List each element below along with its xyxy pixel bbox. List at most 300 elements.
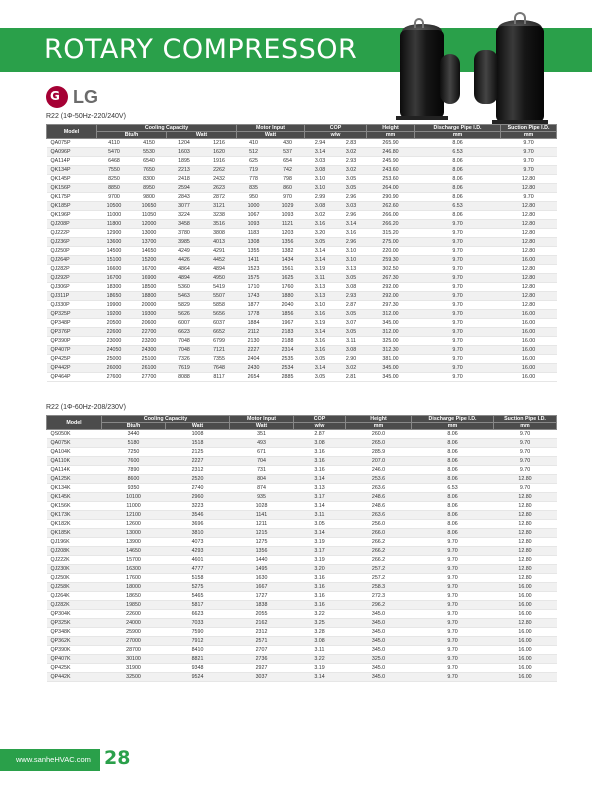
col-header-model: Model (47, 125, 97, 139)
table-cell: 4293 (166, 547, 230, 556)
table-cell: 266.2 (346, 556, 412, 565)
table-cell: 19900 (97, 301, 132, 310)
unit-header-btuh: Btu/h (102, 423, 166, 430)
table-cell: 9700 (97, 193, 132, 202)
table-cell: 3.08 (294, 637, 346, 646)
table-cell: 2.81 (336, 373, 367, 382)
table-cell: 4894 (167, 274, 202, 283)
table-cell: 11000 (97, 211, 132, 220)
table-row (47, 319, 557, 328)
table-row (47, 502, 557, 511)
table-row (47, 547, 557, 556)
table-cell: 263.6 (346, 484, 412, 493)
col-header-height: Height (367, 125, 415, 132)
table-cell: 3.08 (305, 166, 336, 175)
table-cell: 22700 (132, 328, 167, 337)
table-cell: 5829 (167, 301, 202, 310)
table-cell: 9.70 (415, 373, 501, 382)
table-cell: 7619 (167, 364, 202, 373)
table-cell: 7355 (202, 355, 237, 364)
table-cell: 5463 (167, 292, 202, 301)
table-cell: 9.70 (415, 346, 501, 355)
table-cell: 3.08 (294, 439, 346, 448)
table-cell: 3.19 (305, 319, 336, 328)
table-cell: 3.14 (305, 364, 336, 373)
table-cell: 1916 (202, 157, 237, 166)
model-cell: QP362K (47, 637, 102, 646)
table-cell: 2654 (237, 373, 271, 382)
table-cell: 3.05 (336, 184, 367, 193)
table-cell: 8.06 (412, 430, 494, 439)
table-cell: 4110 (97, 139, 132, 148)
table-cell: 8117 (202, 373, 237, 382)
table-cell: 12600 (102, 520, 166, 529)
table-cell: 9.70 (415, 310, 501, 319)
table-cell: 12.80 (501, 184, 557, 193)
table-cell: 1518 (166, 439, 230, 448)
table-cell: 12.80 (494, 556, 557, 565)
table-cell: 3780 (167, 229, 202, 238)
table-cell: 9800 (132, 193, 167, 202)
table-cell: 246.0 (346, 466, 412, 475)
table-cell: 2707 (230, 646, 294, 655)
table-cell: 3.05 (305, 373, 336, 382)
table-cell: 9.70 (415, 328, 501, 337)
table-cell: 13900 (102, 538, 166, 547)
table-cell: 7326 (167, 355, 202, 364)
table-cell: 2520 (166, 475, 230, 484)
table-cell: 312.30 (367, 346, 415, 355)
table-row (47, 448, 557, 457)
table-row (47, 529, 557, 538)
col-header-suction-pipe: Suction Pipe I.D. (501, 125, 557, 132)
table-cell: 7121 (202, 346, 237, 355)
table-cell: 12.80 (501, 220, 557, 229)
model-cell: QP390K (47, 646, 102, 655)
table-cell: 5275 (166, 583, 230, 592)
table-cell: 950 (237, 193, 271, 202)
table-cell: 2960 (166, 493, 230, 502)
model-cell: QK182K (47, 520, 102, 529)
table-row (47, 538, 557, 547)
table-cell: 10500 (97, 202, 132, 211)
table-cell: 27700 (132, 373, 167, 382)
model-cell: QJ222P (47, 229, 97, 238)
lg-logo (46, 86, 146, 108)
table-cell: 3.16 (336, 229, 367, 238)
table-cell: 3.02 (336, 148, 367, 157)
table-cell: 24300 (132, 346, 167, 355)
table-cell: 345.0 (346, 628, 412, 637)
table-cell: 12.80 (501, 229, 557, 238)
table-cell: 25000 (97, 355, 132, 364)
table-cell: 719 (237, 166, 271, 175)
table-row (47, 247, 557, 256)
table-cell: 3.16 (294, 601, 346, 610)
table-cell: 410 (237, 139, 271, 148)
table-row (47, 637, 557, 646)
page-title: ROTARY COMPRESSOR (44, 34, 358, 65)
table-cell: 14650 (102, 547, 166, 556)
table-cell: 2040 (271, 301, 305, 310)
table-cell: 9.70 (412, 592, 494, 601)
model-cell: QP390P (47, 337, 97, 346)
table-cell: 315.20 (367, 229, 415, 238)
table-cell: 1000 (237, 202, 271, 211)
table-cell: 671 (230, 448, 294, 457)
table-cell: 8821 (166, 655, 230, 664)
table-cell: 8.06 (412, 493, 494, 502)
model-cell: QA075P (47, 139, 97, 148)
col-header-discharge-pipe: Discharge Pipe I.D. (412, 416, 494, 423)
table-cell: 4249 (167, 247, 202, 256)
model-cell: QA075K (47, 439, 102, 448)
model-cell: QJ330P (47, 301, 97, 310)
table-cell: 16.00 (494, 628, 557, 637)
table-cell: 8.06 (412, 457, 494, 466)
table-cell: 243.60 (367, 166, 415, 175)
table-cell: 16.00 (494, 646, 557, 655)
table-cell: 264.00 (367, 184, 415, 193)
unit-header-mm: mm (415, 132, 501, 139)
table-cell: 1028 (230, 502, 294, 511)
table-cell: 3.05 (305, 238, 336, 247)
footer-url[interactable]: www.sanheHVAC.com (16, 755, 91, 764)
table-cell: 16300 (102, 565, 166, 574)
table-cell: 27000 (102, 637, 166, 646)
table-cell: 8.06 (415, 193, 501, 202)
table-cell: 9.70 (415, 301, 501, 310)
col-header-model: Model (47, 416, 102, 430)
table-cell: 8950 (132, 184, 167, 193)
table-cell: 12.80 (494, 538, 557, 547)
table-cell: 16900 (132, 274, 167, 283)
table-cell: 3.14 (305, 328, 336, 337)
table-cell: 8410 (166, 646, 230, 655)
model-cell: QP464P (47, 373, 97, 382)
table-cell: 1561 (271, 265, 305, 274)
table-cell: 3.05 (294, 520, 346, 529)
table-cell: 257.2 (346, 574, 412, 583)
table-cell: 4426 (167, 256, 202, 265)
col-header-suction-pipe: Suction Pipe I.D. (494, 416, 557, 423)
table-cell: 1355 (237, 247, 271, 256)
table-cell: 9.70 (494, 448, 557, 457)
table-cell: 1838 (230, 601, 294, 610)
table-cell: 31900 (102, 664, 166, 673)
model-cell: QJ258K (47, 583, 102, 592)
col-header-cooling-capacity: Cooling Capacity (97, 125, 237, 132)
model-cell: QP348K (47, 628, 102, 637)
table-cell: 9.70 (415, 256, 501, 265)
table-cell: 3.13 (336, 265, 367, 274)
table-cell: 2213 (167, 166, 202, 175)
table-cell: 2571 (230, 637, 294, 646)
table-cell: 12.80 (501, 238, 557, 247)
table-row (47, 148, 557, 157)
table-row (47, 346, 557, 355)
model-cell: QP325P (47, 310, 97, 319)
table-row (47, 301, 557, 310)
table-cell: 1067 (237, 211, 271, 220)
table-cell: 731 (230, 466, 294, 475)
table-cell: 8088 (167, 373, 202, 382)
model-cell: QK156P (47, 184, 97, 193)
table-cell: 3.11 (294, 646, 346, 655)
table-cell: 1215 (230, 529, 294, 538)
table-cell: 263.6 (346, 511, 412, 520)
table-cell: 8.06 (412, 502, 494, 511)
table-cell: 5158 (166, 574, 230, 583)
table-row (47, 457, 557, 466)
table-cell: 9.70 (494, 457, 557, 466)
table-cell: 8.06 (415, 184, 501, 193)
table-cell: 804 (230, 475, 294, 484)
model-cell: QK185P (47, 202, 97, 211)
table-cell: 302.50 (367, 265, 415, 274)
table-cell: 7912 (166, 637, 230, 646)
table-cell: 257.2 (346, 565, 412, 574)
table-cell: 12.80 (501, 202, 557, 211)
table-row (47, 202, 557, 211)
table-cell: 12.80 (494, 502, 557, 511)
table-cell: 12.80 (494, 619, 557, 628)
table-row (47, 574, 557, 583)
table-cell: 1523 (237, 265, 271, 274)
table-cell: 2055 (230, 610, 294, 619)
table-cell: 290.90 (367, 193, 415, 202)
table-cell: 297.30 (367, 301, 415, 310)
table-cell: 3.22 (294, 610, 346, 619)
table-cell: 1710 (237, 283, 271, 292)
table-cell: 23000 (97, 337, 132, 346)
table-cell: 3.25 (294, 619, 346, 628)
table-row (47, 157, 557, 166)
table-cell: 1967 (271, 319, 305, 328)
table-cell: 3.11 (336, 337, 367, 346)
table-cell: 2.96 (336, 211, 367, 220)
table-cell: 3.03 (336, 202, 367, 211)
table-cell: 1356 (230, 547, 294, 556)
table-cell: 5470 (97, 148, 132, 157)
table-cell: 1121 (271, 220, 305, 229)
table-cell: 345.00 (367, 319, 415, 328)
table-cell: 8.06 (412, 448, 494, 457)
table-row (47, 556, 557, 565)
table-cell: 12.80 (501, 292, 557, 301)
spec-table-50hz (46, 124, 557, 382)
table-row (47, 646, 557, 655)
model-cell: QP304K (47, 610, 102, 619)
table-cell: 3.20 (294, 565, 346, 574)
table-row (47, 439, 557, 448)
table-cell: 9.70 (415, 265, 501, 274)
table-cell: 3.10 (305, 184, 336, 193)
model-cell: QJ250K (47, 574, 102, 583)
table-cell: 19200 (97, 310, 132, 319)
table-cell: 3.05 (305, 355, 336, 364)
table-cell: 266.20 (367, 220, 415, 229)
table-cell: 9.70 (501, 148, 557, 157)
table-cell: 3.19 (294, 664, 346, 673)
table-row (47, 364, 557, 373)
table-cell: 1880 (271, 292, 305, 301)
table-cell: 20600 (132, 319, 167, 328)
table-cell: 3.14 (294, 673, 346, 682)
table-cell: 1308 (237, 238, 271, 247)
table-row (47, 328, 557, 337)
table-cell: 296.2 (346, 601, 412, 610)
table-cell: 16.00 (501, 319, 557, 328)
model-cell: QP425K (47, 664, 102, 673)
model-cell: QA114K (47, 466, 102, 475)
table-cell: 3.03 (305, 157, 336, 166)
table-cell: 32500 (102, 673, 166, 682)
table-cell: 4864 (167, 265, 202, 274)
lg-logo-text: LG (73, 87, 98, 107)
table-cell: 6468 (97, 157, 132, 166)
table-cell: 9.70 (415, 220, 501, 229)
table-cell: 9.70 (412, 646, 494, 655)
table-cell: 220.00 (367, 247, 415, 256)
table-cell: 2843 (167, 193, 202, 202)
table-cell: 13000 (132, 229, 167, 238)
table-cell: 7650 (132, 166, 167, 175)
table-cell: 2534 (271, 364, 305, 373)
table-cell: 12.80 (501, 301, 557, 310)
table-cell: 6652 (202, 328, 237, 337)
table-cell: 7250 (102, 448, 166, 457)
model-cell: QK185K (47, 529, 102, 538)
table-cell: 9.70 (494, 430, 557, 439)
table-cell: 3.28 (294, 628, 346, 637)
table-row (47, 274, 557, 283)
table-cell: 18650 (97, 292, 132, 301)
table-cell: 2404 (237, 355, 271, 364)
table-cell: 24050 (97, 346, 132, 355)
table-cell: 9.70 (412, 601, 494, 610)
table-row (47, 193, 557, 202)
table-cell: 2418 (167, 175, 202, 184)
table-cell: 4777 (166, 565, 230, 574)
table-cell: 1204 (167, 139, 202, 148)
model-cell: QP348P (47, 319, 97, 328)
table-cell: 9.70 (412, 583, 494, 592)
unit-header-mm: mm (346, 423, 412, 430)
table-cell: 2.83 (336, 139, 367, 148)
table-cell: 6007 (167, 319, 202, 328)
table-cell: 12900 (97, 229, 132, 238)
table-cell: 9348 (166, 664, 230, 673)
table-cell: 874 (230, 484, 294, 493)
table-cell: 12000 (132, 220, 167, 229)
table-cell: 3.13 (305, 283, 336, 292)
table-cell: 351 (230, 430, 294, 439)
table-cell: 3.20 (305, 229, 336, 238)
table-cell: 16.00 (494, 664, 557, 673)
page-number: 28 (104, 747, 131, 769)
table-cell: 12.80 (501, 247, 557, 256)
model-cell: QJ264P (47, 256, 97, 265)
table-cell: 345.0 (346, 646, 412, 655)
table-cell: 18300 (97, 283, 132, 292)
table1-title: R22 (1Φ-50Hz-220/240V) (46, 113, 126, 120)
table-cell: 1727 (230, 592, 294, 601)
table-cell: 9.70 (412, 664, 494, 673)
table-cell: 16.00 (501, 355, 557, 364)
table-cell: 292.00 (367, 283, 415, 292)
table-cell: 3985 (167, 238, 202, 247)
table-cell: 1382 (271, 247, 305, 256)
table-cell: 2.87 (294, 430, 346, 439)
table-cell: 3.13 (305, 292, 336, 301)
table-cell: 1141 (230, 511, 294, 520)
table-cell: 12.80 (494, 529, 557, 538)
table-cell: 8.06 (412, 520, 494, 529)
table-row (47, 601, 557, 610)
table-cell: 7033 (166, 619, 230, 628)
table-cell: 7648 (202, 364, 237, 373)
table-cell: 2262 (202, 166, 237, 175)
table-cell: 3440 (102, 430, 166, 439)
table-cell: 1093 (271, 211, 305, 220)
table-row (47, 373, 557, 382)
table-cell: 8.06 (412, 466, 494, 475)
table-cell: 8.06 (415, 211, 501, 220)
model-cell: QP376P (47, 328, 97, 337)
table-row (47, 484, 557, 493)
table-cell: 16.00 (494, 592, 557, 601)
table-cell: 15200 (132, 256, 167, 265)
table-cell: 14500 (97, 247, 132, 256)
table-row (47, 466, 557, 475)
table-cell: 430 (271, 139, 305, 148)
model-cell: QP407K (47, 655, 102, 664)
table-cell: 3.11 (294, 511, 346, 520)
table-cell: 16.00 (494, 610, 557, 619)
table-cell: 2430 (237, 364, 271, 373)
unit-header-watt: Watt (230, 423, 294, 430)
table-cell: 9.70 (415, 355, 501, 364)
table-cell: 12.80 (501, 175, 557, 184)
table-cell: 935 (230, 493, 294, 502)
table-cell: 1884 (237, 319, 271, 328)
table-cell: 6540 (132, 157, 167, 166)
table-cell: 4601 (166, 556, 230, 565)
table-cell: 3696 (166, 520, 230, 529)
table-cell: 493 (230, 439, 294, 448)
table-cell: 1008 (166, 430, 230, 439)
table-cell: 3808 (202, 229, 237, 238)
table-cell: 3458 (167, 220, 202, 229)
table-cell: 25100 (132, 355, 167, 364)
table-cell: 265.0 (346, 439, 412, 448)
table-cell: 654 (271, 157, 305, 166)
table-cell: 4150 (132, 139, 167, 148)
model-cell: QJ230K (47, 565, 102, 574)
table-cell: 2130 (237, 337, 271, 346)
table-cell: 207.0 (346, 457, 412, 466)
model-cell: QK145P (47, 175, 97, 184)
table-cell: 3.16 (294, 574, 346, 583)
table-cell: 16.00 (494, 673, 557, 682)
table-cell: 256.0 (346, 520, 412, 529)
table-cell: 2227 (166, 457, 230, 466)
table-cell: 1856 (271, 310, 305, 319)
table-cell: 9.70 (415, 229, 501, 238)
table-cell: 9.70 (494, 466, 557, 475)
table-cell: 312.00 (367, 310, 415, 319)
